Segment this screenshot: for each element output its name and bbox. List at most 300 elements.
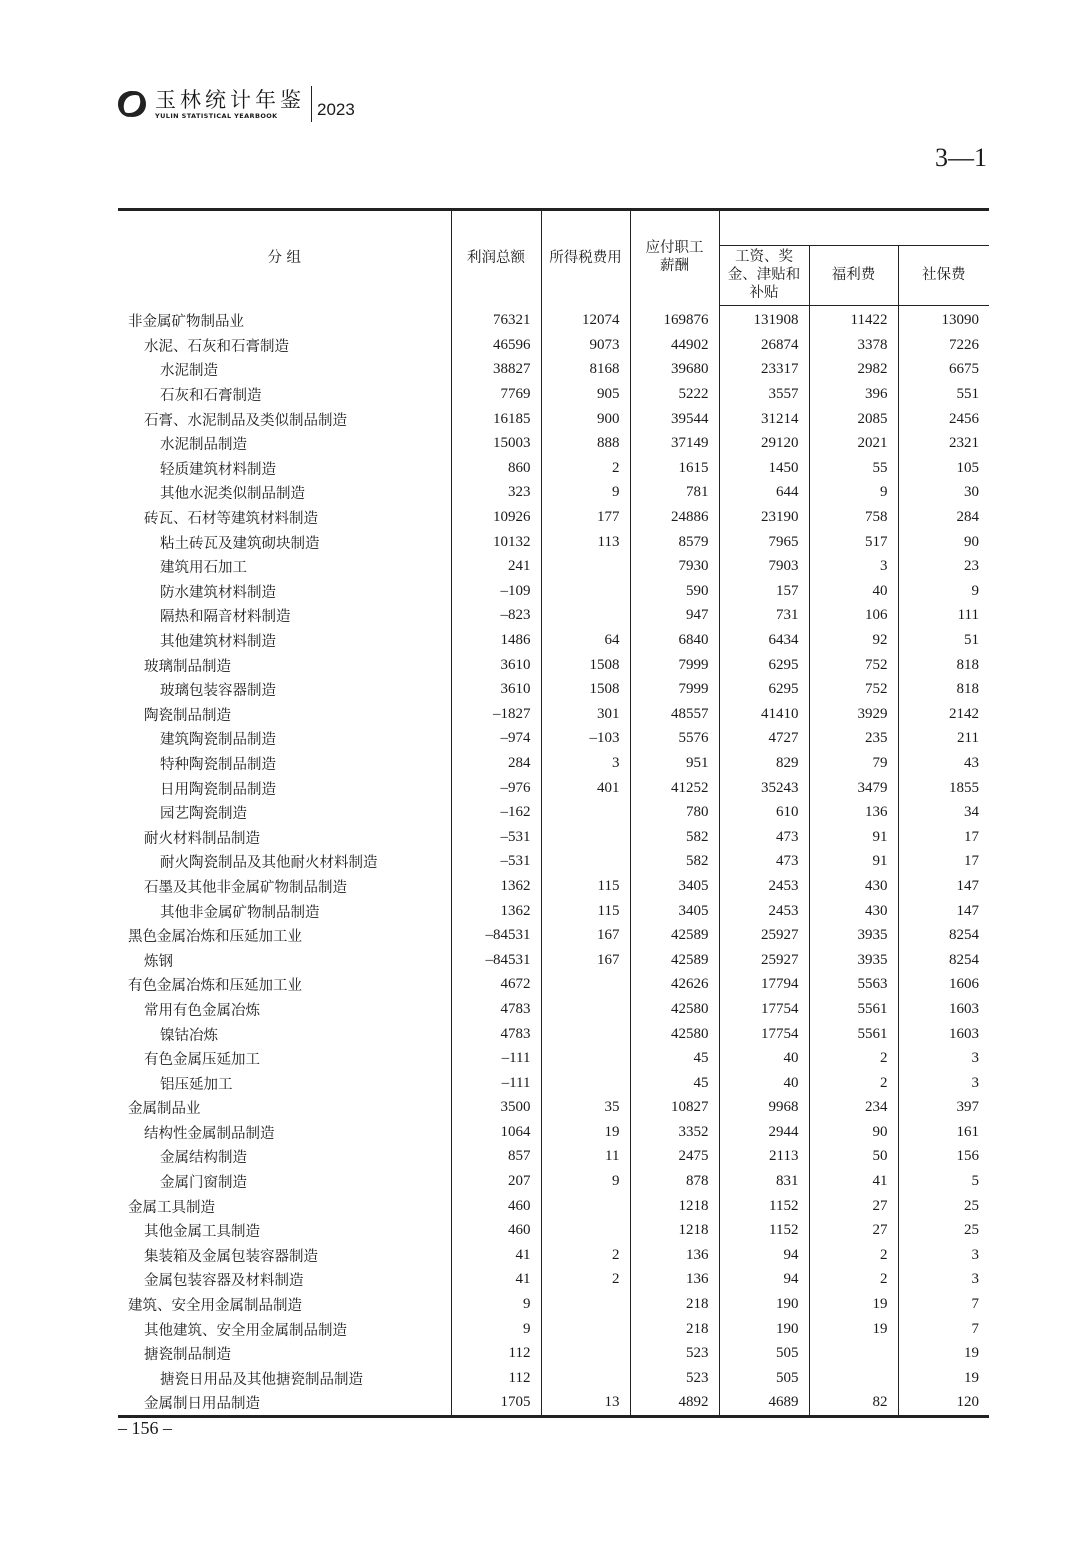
cell-social: 1603 [898, 1022, 989, 1047]
row-label: 日用陶瓷制品制造 [160, 781, 276, 798]
cell-profit: –1827 [451, 702, 541, 727]
cell-social: 17 [898, 825, 989, 850]
row-label: 结构性金属制品制造 [144, 1125, 275, 1142]
cell-welfare: 2982 [809, 358, 898, 383]
table-body [118, 305, 989, 1417]
cell-social: 25 [898, 1194, 989, 1219]
cell-social: 30 [898, 481, 989, 506]
cell-welfare: 9 [809, 481, 898, 506]
cell-income-tax: 2 [541, 1243, 630, 1268]
cell-social: 43 [898, 751, 989, 776]
cell-wages: 644 [719, 481, 809, 506]
table-row [118, 973, 989, 998]
cell-social: 13090 [898, 305, 989, 333]
table-row [118, 1391, 989, 1417]
cell-social: 551 [898, 382, 989, 407]
cell-social: 23 [898, 554, 989, 579]
header-spacer-wages [719, 210, 809, 246]
row-label: 建筑用石加工 [160, 560, 247, 577]
row-label: 金属工具制造 [128, 1199, 215, 1216]
cell-wages: 7965 [719, 530, 809, 555]
yearbook-logo-icon [115, 87, 149, 121]
cell-social: 120 [898, 1391, 989, 1417]
cell-payroll: 582 [630, 850, 719, 875]
cell-welfare: 2 [809, 1071, 898, 1096]
cell-income-tax: 11 [541, 1145, 630, 1170]
table-row [118, 1169, 989, 1194]
row-label: 耐火陶瓷制品及其他耐火材料制造 [160, 855, 378, 872]
table-row [118, 727, 989, 752]
cell-wages: 17754 [719, 997, 809, 1022]
cell-social: 3 [898, 1046, 989, 1071]
yearbook-brand [155, 86, 312, 122]
statistics-table [118, 208, 989, 1418]
row-label: 粘土砖瓦及建筑砌块制造 [160, 535, 320, 552]
cell-social: 147 [898, 874, 989, 899]
cell-income-tax: 9073 [541, 333, 630, 358]
table-row [118, 1145, 989, 1170]
cell-payroll: 590 [630, 579, 719, 604]
row-label: 其他建筑材料制造 [160, 634, 276, 651]
cell-income-tax: 2 [541, 1268, 630, 1293]
cell-profit: –109 [451, 579, 541, 604]
cell-wages: 190 [719, 1317, 809, 1342]
cell-wages: 4727 [719, 727, 809, 752]
cell-profit: 4783 [451, 997, 541, 1022]
cell-wages: 473 [719, 850, 809, 875]
row-label: 隔热和隔音材料制造 [160, 609, 291, 626]
cell-social: 147 [898, 899, 989, 924]
cell-payroll: 42589 [630, 923, 719, 948]
cell-welfare: 234 [809, 1096, 898, 1121]
cell-welfare: 430 [809, 899, 898, 924]
cell-payroll: 582 [630, 825, 719, 850]
table-row [118, 776, 989, 801]
cell-welfare: 2 [809, 1243, 898, 1268]
cell-profit: 3610 [451, 653, 541, 678]
cell-welfare: 5561 [809, 997, 898, 1022]
cell-income-tax: 301 [541, 702, 630, 727]
cell-social: 105 [898, 456, 989, 481]
table-row [118, 1341, 989, 1366]
cell-payroll: 523 [630, 1341, 719, 1366]
cell-income-tax [541, 554, 630, 579]
cell-income-tax: 2 [541, 456, 630, 481]
cell-social: 7 [898, 1317, 989, 1342]
cell-income-tax: 9 [541, 481, 630, 506]
table-row [118, 1120, 989, 1145]
table-row [118, 825, 989, 850]
cell-welfare: 90 [809, 1120, 898, 1145]
cell-payroll: 48557 [630, 702, 719, 727]
cell-payroll: 5576 [630, 727, 719, 752]
cell-income-tax: 9 [541, 1169, 630, 1194]
cell-welfare: 2085 [809, 407, 898, 432]
header-profit: 利润总额 [451, 210, 541, 306]
cell-payroll: 7999 [630, 677, 719, 702]
table-row [118, 1268, 989, 1293]
cell-payroll: 42626 [630, 973, 719, 998]
row-label: 建筑陶瓷制品制造 [160, 732, 276, 749]
cell-welfare: 517 [809, 530, 898, 555]
cell-payroll: 7999 [630, 653, 719, 678]
table-row [118, 1366, 989, 1391]
cell-income-tax: 888 [541, 431, 630, 456]
cell-payroll: 781 [630, 481, 719, 506]
cell-social: 211 [898, 727, 989, 752]
cell-welfare: 2 [809, 1046, 898, 1071]
cell-income-tax [541, 825, 630, 850]
table-row [118, 1292, 989, 1317]
cell-wages: 31214 [719, 407, 809, 432]
header-group: 分 组 [118, 210, 451, 306]
cell-welfare: 3935 [809, 923, 898, 948]
cell-profit: 4672 [451, 973, 541, 998]
cell-profit: 3500 [451, 1096, 541, 1121]
cell-welfare: 40 [809, 579, 898, 604]
row-label: 其他金属工具制造 [144, 1224, 260, 1241]
row-label: 玻璃包装容器制造 [160, 683, 276, 700]
cell-payroll: 3405 [630, 899, 719, 924]
table-row [118, 899, 989, 924]
cell-welfare: 3 [809, 554, 898, 579]
cell-profit: 460 [451, 1194, 541, 1219]
cell-payroll: 1615 [630, 456, 719, 481]
cell-wages: 40 [719, 1046, 809, 1071]
cell-social: 1855 [898, 776, 989, 801]
cell-wages: 41410 [719, 702, 809, 727]
cell-welfare: 430 [809, 874, 898, 899]
row-label: 镍钴冶炼 [160, 1027, 218, 1044]
row-label: 金属门窗制造 [160, 1175, 247, 1192]
table-number: 3—1 [935, 143, 987, 172]
cell-profit: 284 [451, 751, 541, 776]
cell-income-tax [541, 1317, 630, 1342]
table-row [118, 850, 989, 875]
table-row [118, 948, 989, 973]
cell-social: 17 [898, 850, 989, 875]
cell-income-tax: 900 [541, 407, 630, 432]
row-label: 搪瓷日用品及其他搪瓷制品制造 [160, 1371, 363, 1388]
cell-income-tax: 35 [541, 1096, 630, 1121]
cell-income-tax: –103 [541, 727, 630, 752]
cell-welfare: 3929 [809, 702, 898, 727]
cell-income-tax [541, 1046, 630, 1071]
cell-payroll: 136 [630, 1243, 719, 1268]
cell-wages: 829 [719, 751, 809, 776]
cell-welfare: 752 [809, 677, 898, 702]
cell-income-tax: 115 [541, 874, 630, 899]
table-row [118, 530, 989, 555]
cell-wages: 4689 [719, 1391, 809, 1417]
cell-profit: 860 [451, 456, 541, 481]
table-row [118, 481, 989, 506]
cell-social: 8254 [898, 923, 989, 948]
cell-wages: 505 [719, 1366, 809, 1391]
cell-wages: 17794 [719, 973, 809, 998]
cell-payroll: 8579 [630, 530, 719, 555]
cell-profit: 10132 [451, 530, 541, 555]
cell-wages: 29120 [719, 431, 809, 456]
header-income-tax: 所得税费用 [541, 210, 630, 306]
cell-profit: 9 [451, 1292, 541, 1317]
cell-profit: –111 [451, 1071, 541, 1096]
cell-welfare: 19 [809, 1317, 898, 1342]
cell-social: 1603 [898, 997, 989, 1022]
cell-income-tax [541, 997, 630, 1022]
cell-social: 3 [898, 1243, 989, 1268]
cell-profit: –84531 [451, 923, 541, 948]
cell-wages: 610 [719, 800, 809, 825]
cell-payroll: 780 [630, 800, 719, 825]
row-label: 轻质建筑材料制造 [160, 461, 276, 478]
cell-income-tax: 167 [541, 923, 630, 948]
table-row [118, 407, 989, 432]
cell-income-tax [541, 850, 630, 875]
cell-payroll: 3352 [630, 1120, 719, 1145]
row-label: 非金属矿物制品业 [128, 314, 244, 331]
cell-income-tax: 13 [541, 1391, 630, 1417]
page-header [115, 84, 355, 124]
cell-income-tax: 64 [541, 628, 630, 653]
cell-income-tax [541, 1366, 630, 1391]
cell-social: 818 [898, 677, 989, 702]
cell-social: 25 [898, 1218, 989, 1243]
cell-welfare: 758 [809, 505, 898, 530]
cell-profit: –531 [451, 825, 541, 850]
cell-wages: 190 [719, 1292, 809, 1317]
cell-profit: 323 [451, 481, 541, 506]
cell-income-tax [541, 1194, 630, 1219]
cell-profit: 3610 [451, 677, 541, 702]
cell-payroll: 218 [630, 1317, 719, 1342]
cell-income-tax: 19 [541, 1120, 630, 1145]
row-label: 有色金属冶炼和压延加工业 [128, 978, 302, 995]
cell-welfare: 11422 [809, 305, 898, 333]
cell-welfare: 27 [809, 1194, 898, 1219]
cell-social: 19 [898, 1366, 989, 1391]
table-row [118, 604, 989, 629]
cell-income-tax: 401 [541, 776, 630, 801]
header-spacer-welfare [809, 210, 898, 246]
cell-welfare: 91 [809, 850, 898, 875]
cell-payroll: 1218 [630, 1194, 719, 1219]
cell-welfare: 752 [809, 653, 898, 678]
row-label: 铝压延加工 [160, 1076, 233, 1093]
cell-wages: 6295 [719, 653, 809, 678]
cell-wages: 6295 [719, 677, 809, 702]
yearbook-year: 2023 [317, 100, 355, 119]
table-row [118, 305, 989, 333]
cell-profit: 10926 [451, 505, 541, 530]
cell-welfare: 3479 [809, 776, 898, 801]
cell-welfare: 41 [809, 1169, 898, 1194]
yearbook-title-en: YULIN STATISTICAL YEARBOOK [155, 111, 278, 120]
row-label: 石灰和石膏制造 [160, 388, 262, 405]
row-label: 金属包装容器及材料制造 [144, 1273, 304, 1290]
cell-profit: –84531 [451, 948, 541, 973]
table-row [118, 1046, 989, 1071]
cell-wages: 1152 [719, 1194, 809, 1219]
cell-social: 34 [898, 800, 989, 825]
cell-payroll: 42589 [630, 948, 719, 973]
table-row [118, 923, 989, 948]
cell-income-tax [541, 973, 630, 998]
statistics-table-container [118, 208, 989, 1418]
header-social: 社保费 [898, 246, 989, 305]
cell-payroll: 4892 [630, 1391, 719, 1417]
cell-wages: 35243 [719, 776, 809, 801]
cell-payroll: 45 [630, 1046, 719, 1071]
cell-profit: 38827 [451, 358, 541, 383]
cell-payroll: 45 [630, 1071, 719, 1096]
row-label: 其他水泥类似制品制造 [160, 486, 305, 503]
cell-social: 8254 [898, 948, 989, 973]
cell-wages: 3557 [719, 382, 809, 407]
row-label: 石墨及其他非金属矿物制品制造 [144, 879, 347, 896]
cell-social: 1606 [898, 973, 989, 998]
cell-profit: –531 [451, 850, 541, 875]
row-label: 集装箱及金属包装容器制造 [144, 1248, 318, 1265]
cell-wages: 157 [719, 579, 809, 604]
cell-welfare: 3378 [809, 333, 898, 358]
cell-income-tax: 115 [541, 899, 630, 924]
cell-payroll: 5222 [630, 382, 719, 407]
cell-income-tax: 113 [541, 530, 630, 555]
cell-social: 3 [898, 1071, 989, 1096]
cell-welfare [809, 1366, 898, 1391]
row-label: 炼钢 [144, 953, 173, 970]
cell-income-tax [541, 1022, 630, 1047]
cell-welfare: 50 [809, 1145, 898, 1170]
cell-welfare: 2021 [809, 431, 898, 456]
cell-welfare: 19 [809, 1292, 898, 1317]
cell-profit: 15003 [451, 431, 541, 456]
cell-profit: –111 [451, 1046, 541, 1071]
row-label: 金属制品业 [128, 1101, 201, 1118]
cell-income-tax: 8168 [541, 358, 630, 383]
table-row [118, 1194, 989, 1219]
cell-welfare: 3935 [809, 948, 898, 973]
cell-income-tax [541, 800, 630, 825]
cell-welfare: 91 [809, 825, 898, 850]
row-label: 金属结构制造 [160, 1150, 247, 1167]
cell-social: 7226 [898, 333, 989, 358]
cell-profit: 112 [451, 1366, 541, 1391]
cell-profit: 46596 [451, 333, 541, 358]
table-row [118, 1071, 989, 1096]
cell-profit: 7769 [451, 382, 541, 407]
cell-payroll: 523 [630, 1366, 719, 1391]
row-label: 玻璃制品制造 [144, 658, 231, 675]
cell-social: 9 [898, 579, 989, 604]
cell-social: 2456 [898, 407, 989, 432]
cell-income-tax: 1508 [541, 677, 630, 702]
cell-profit: 1705 [451, 1391, 541, 1417]
cell-social: 161 [898, 1120, 989, 1145]
cell-income-tax [541, 1341, 630, 1366]
header-wages: 工资、奖金、津贴和补贴 [719, 246, 809, 305]
cell-payroll: 44902 [630, 333, 719, 358]
cell-social: 397 [898, 1096, 989, 1121]
cell-wages: 473 [719, 825, 809, 850]
cell-social: 7 [898, 1292, 989, 1317]
table-row [118, 702, 989, 727]
cell-profit: 76321 [451, 305, 541, 333]
cell-profit: –162 [451, 800, 541, 825]
cell-wages: 7903 [719, 554, 809, 579]
cell-profit: 9 [451, 1317, 541, 1342]
cell-wages: 2944 [719, 1120, 809, 1145]
table-row [118, 382, 989, 407]
table-row [118, 505, 989, 530]
cell-payroll: 24886 [630, 505, 719, 530]
cell-wages: 17754 [719, 1022, 809, 1047]
cell-social: 818 [898, 653, 989, 678]
row-label: 园艺陶瓷制造 [160, 806, 247, 823]
table-row [118, 1317, 989, 1342]
cell-income-tax: 1508 [541, 653, 630, 678]
cell-payroll: 878 [630, 1169, 719, 1194]
cell-welfare: 55 [809, 456, 898, 481]
cell-profit: 4783 [451, 1022, 541, 1047]
cell-profit: 16185 [451, 407, 541, 432]
cell-welfare: 92 [809, 628, 898, 653]
cell-payroll: 7930 [630, 554, 719, 579]
row-label: 其他非金属矿物制品制造 [160, 904, 320, 921]
header-payroll: 应付职工薪酬 [630, 210, 719, 306]
cell-payroll: 1218 [630, 1218, 719, 1243]
cell-wages: 505 [719, 1341, 809, 1366]
cell-welfare: 396 [809, 382, 898, 407]
cell-social: 156 [898, 1145, 989, 1170]
row-label: 特种陶瓷制品制造 [160, 756, 276, 773]
cell-social: 3 [898, 1268, 989, 1293]
cell-social: 90 [898, 530, 989, 555]
cell-welfare: 27 [809, 1218, 898, 1243]
cell-payroll: 947 [630, 604, 719, 629]
row-label: 砖瓦、石材等建筑材料制造 [144, 511, 318, 528]
table-row [118, 431, 989, 456]
cell-wages: 131908 [719, 305, 809, 333]
cell-welfare: 5561 [809, 1022, 898, 1047]
cell-payroll: 951 [630, 751, 719, 776]
row-label: 水泥、石灰和石膏制造 [144, 338, 289, 355]
cell-wages: 25927 [719, 923, 809, 948]
cell-income-tax [541, 604, 630, 629]
table-row [118, 751, 989, 776]
cell-payroll: 2475 [630, 1145, 719, 1170]
cell-wages: 831 [719, 1169, 809, 1194]
cell-welfare: 106 [809, 604, 898, 629]
cell-welfare: 235 [809, 727, 898, 752]
cell-wages: 9968 [719, 1096, 809, 1121]
cell-profit: 460 [451, 1218, 541, 1243]
cell-wages: 23190 [719, 505, 809, 530]
table-row [118, 653, 989, 678]
cell-wages: 2453 [719, 874, 809, 899]
header-welfare: 福利费 [809, 246, 898, 305]
cell-wages: 23317 [719, 358, 809, 383]
table-row [118, 579, 989, 604]
cell-payroll: 136 [630, 1268, 719, 1293]
row-label: 石膏、水泥制品及类似制品制造 [144, 412, 347, 429]
cell-social: 284 [898, 505, 989, 530]
cell-payroll: 42580 [630, 997, 719, 1022]
cell-payroll: 39680 [630, 358, 719, 383]
cell-wages: 26874 [719, 333, 809, 358]
cell-payroll: 218 [630, 1292, 719, 1317]
